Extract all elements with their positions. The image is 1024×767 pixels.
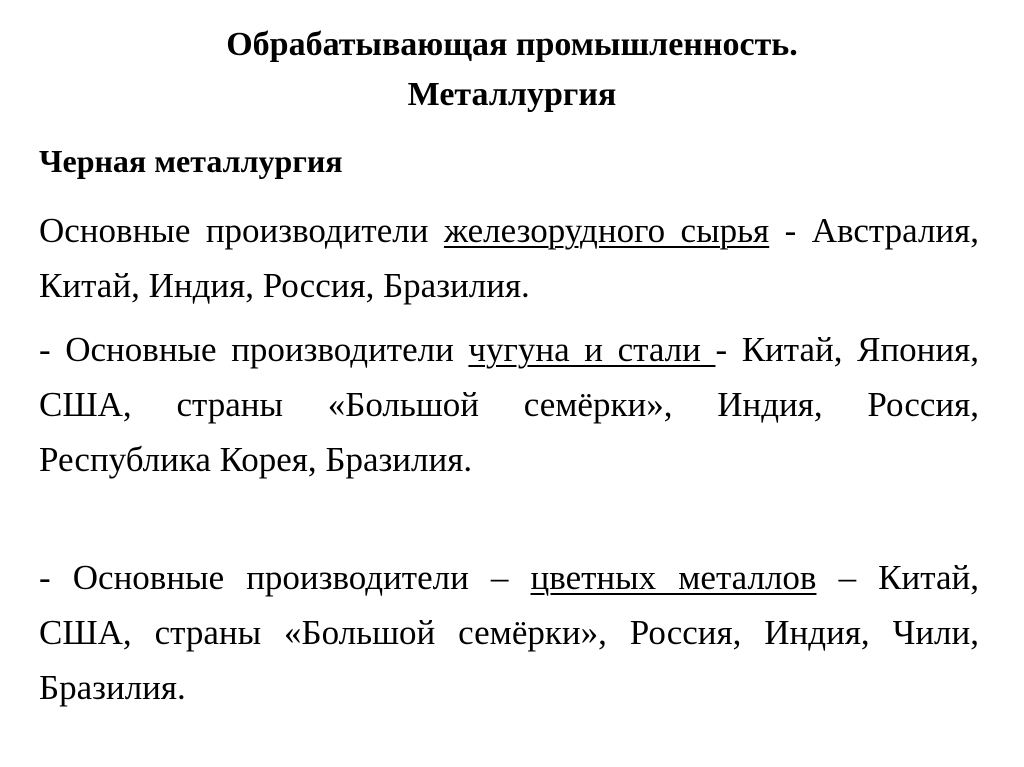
paragraph-non-ferrous-suffix: – Китай, США, страны «Большой семёрки», Россия, Индия, Чили, Бразилия.	[39, 558, 979, 707]
paragraph-cast-iron-steel-term: чугуна и стали	[468, 330, 716, 369]
slide-title-line-2: Металлургия	[407, 76, 617, 113]
paragraph-iron-ore	[39, 203, 979, 313]
paragraph-cast-iron-steel-suffix: - Китай, Япония, США, страны «Большой семёрки», Индия, Россия, Республика Корея, Бразилия.	[39, 330, 979, 479]
paragraph-non-ferrous	[39, 550, 979, 715]
paragraph-non-ferrous-prefix: - Основные производители –	[39, 558, 531, 597]
slide-title	[60, 20, 964, 120]
paragraph-iron-ore-prefix: Основные производители	[39, 211, 444, 250]
paragraph-iron-ore-suffix: - Австралия, Китай, Индия, Россия, Бразилия.	[39, 211, 979, 305]
paragraph-iron-ore-term: железорудного сырья	[443, 211, 770, 250]
paragraph-cast-iron-steel-prefix: - Основные производители	[39, 330, 469, 369]
paragraph-non-ferrous-term: цветных металлов	[530, 558, 817, 597]
paragraph-cast-iron-steel	[39, 322, 979, 487]
section-heading: Черная металлургия	[39, 143, 343, 179]
slide-title-line-1: Обрабатывающая промышленность.	[226, 26, 798, 63]
